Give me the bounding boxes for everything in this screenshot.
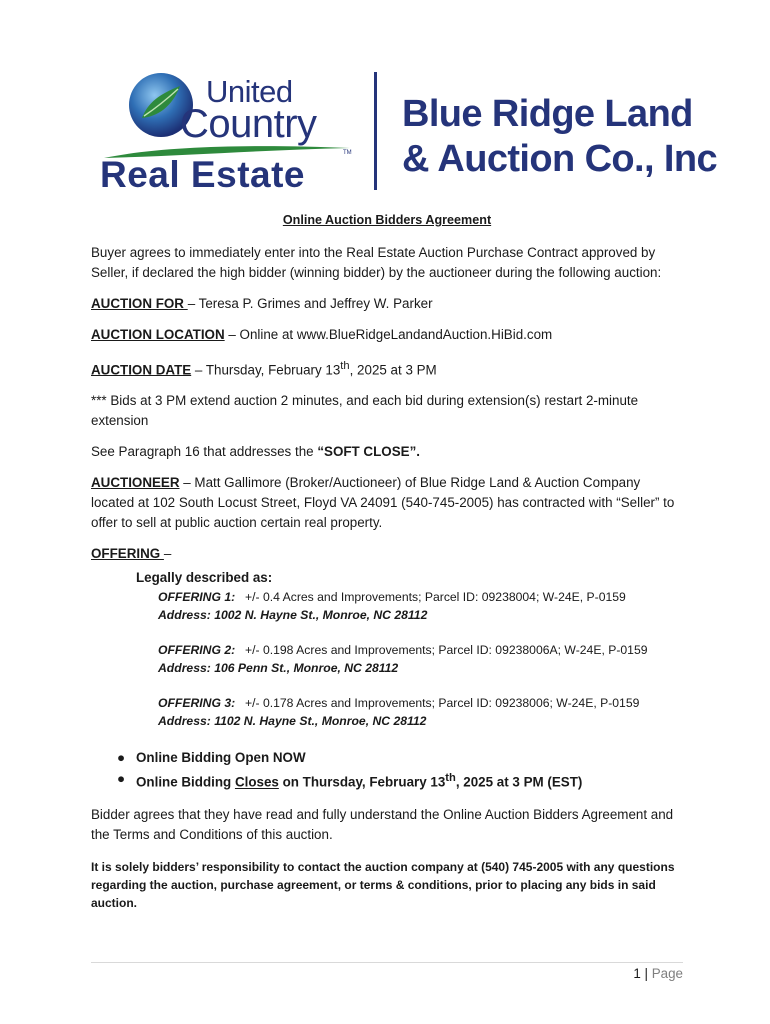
- bullet-item: [117, 747, 683, 768]
- bidding-closes-word: Closes: [234, 774, 279, 790]
- logo-real-estate-text: Real Estate: [100, 154, 305, 195]
- offering-address-1: Address: 1002 N. Hayne St., Monroe, NC 28112: [158, 608, 428, 623]
- auction-date-line: [91, 356, 683, 380]
- offering-item: [158, 588, 683, 624]
- offering-item: [158, 694, 683, 730]
- bidding-bullets: [91, 747, 683, 792]
- offering-address-2: Address: 106 Penn St., Monroe, NC 28112: [158, 661, 399, 676]
- offering-label-2: OFFERING 2:: [158, 643, 236, 658]
- blue-ridge-logo: [402, 92, 717, 182]
- auction-date-label: AUCTION DATE: [91, 362, 192, 378]
- bidding-open-text: Online Bidding Open NOW: [136, 750, 306, 766]
- offering-label-3: OFFERING 3:: [158, 696, 236, 711]
- auction-date-suffix: th: [340, 360, 350, 372]
- soft-close-label: “SOFT CLOSE”.: [317, 444, 420, 460]
- agreement-paragraph: Bidder agrees that they have read and fully understand the Online Auction Bidders Agreement and the Terms and Conditions of this auction.: [91, 806, 674, 842]
- bullet-icon: ●: [117, 771, 126, 787]
- intro-paragraph: Buyer agrees to immediately enter into the Real Estate Auction Purchase Contract approved by Seller, if declared the high bidder (winning bidder) by the auctioneer during the following auction:: [91, 245, 662, 280]
- auction-for-line: [91, 294, 683, 314]
- page-number: 1: [633, 966, 641, 981]
- auctioneer-paragraph: [91, 473, 683, 533]
- auction-location-label: AUCTION LOCATION: [91, 327, 225, 342]
- bidding-closes-post: , 2025 at 3 PM (EST): [455, 774, 583, 790]
- offering-desc-1: +/- 0.4 Acres and Improvements; Parcel ID: 09238004; W-24E, P-0159: [245, 590, 626, 605]
- offering-desc-3: +/- 0.178 Acres and Improvements; Parcel ID: 09238006; W-24E, P-0159: [245, 696, 640, 711]
- auction-date-value: – Thursday, February 13: [191, 362, 341, 378]
- page-word: Page: [651, 966, 683, 981]
- offering-desc-2: +/- 0.198 Acres and Improvements; Parcel ID: 09238006A; W-24E, P-0159: [245, 643, 648, 658]
- auction-location-value: – Online at www.BlueRidgeLandandAuction.HiBid.com: [224, 327, 553, 342]
- bullet-item: [117, 768, 683, 792]
- document-title: Online Auction Bidders Agreement: [282, 213, 492, 227]
- logo-company-line1: Blue Ridge Land: [402, 93, 693, 135]
- auctioneer-text: – Matt Gallimore (Broker/Auctioneer) of Blue Ridge Land & Auction Company located at 102 South Locust Street, Floyd VA 24091 (540-745-2005) has contracted with “Seller” to offer to sell at public auction certain real property.: [91, 475, 675, 531]
- page-footer: [91, 966, 683, 981]
- auction-for-value: – Teresa P. Grimes and Jeffrey W. Parker: [187, 296, 433, 311]
- logo-country-text: Country: [180, 102, 317, 146]
- offering-dash: –: [163, 546, 172, 562]
- see-paragraph-line: [91, 442, 683, 462]
- logo-company-line2: & Auction Co., Inc: [402, 138, 718, 180]
- bidding-closes-pre: Online Bidding: [136, 774, 235, 790]
- bidding-closes-suffix: th: [445, 772, 456, 785]
- offering-heading: [91, 544, 683, 564]
- trademark-symbol: TM: [343, 150, 352, 156]
- responsibility-paragraph: It is solely bidders’ responsibility to contact the auction company at (540) 745-2005 with any questions regarding the auction, purchase agreement, or terms & conditions, prior to placing any bids in said auction.: [91, 859, 675, 910]
- auction-date-time: , 2025 at 3 PM: [349, 362, 437, 378]
- logo-divider: [374, 72, 377, 190]
- united-country-logo: [98, 70, 354, 194]
- auctioneer-label: AUCTIONEER: [91, 475, 180, 491]
- auction-for-label: AUCTION FOR: [91, 296, 188, 311]
- legal-description: [136, 568, 683, 730]
- legal-description-heading: Legally described as:: [136, 570, 273, 586]
- offering-item: [158, 641, 683, 677]
- bullet-icon: ●: [117, 750, 126, 766]
- see-paragraph-text: See Paragraph 16 that addresses the: [91, 444, 318, 460]
- auction-location-line: [91, 325, 683, 345]
- soft-close-note: *** Bids at 3 PM extend auction 2 minutes, and each bid during extension(s) restart 2-minute extension: [91, 393, 639, 429]
- page-separator: |: [640, 966, 652, 981]
- offering-label-1: OFFERING 1:: [158, 590, 236, 605]
- footer-divider: [91, 962, 683, 963]
- offering-address-3: Address: 1102 N. Hayne St., Monroe, NC 28112: [158, 714, 427, 729]
- offering-label: OFFERING: [91, 546, 164, 562]
- bidding-closes-mid: on Thursday, February 13: [278, 774, 446, 790]
- logo-united-text: United: [206, 74, 293, 109]
- agreement-body: [91, 210, 683, 912]
